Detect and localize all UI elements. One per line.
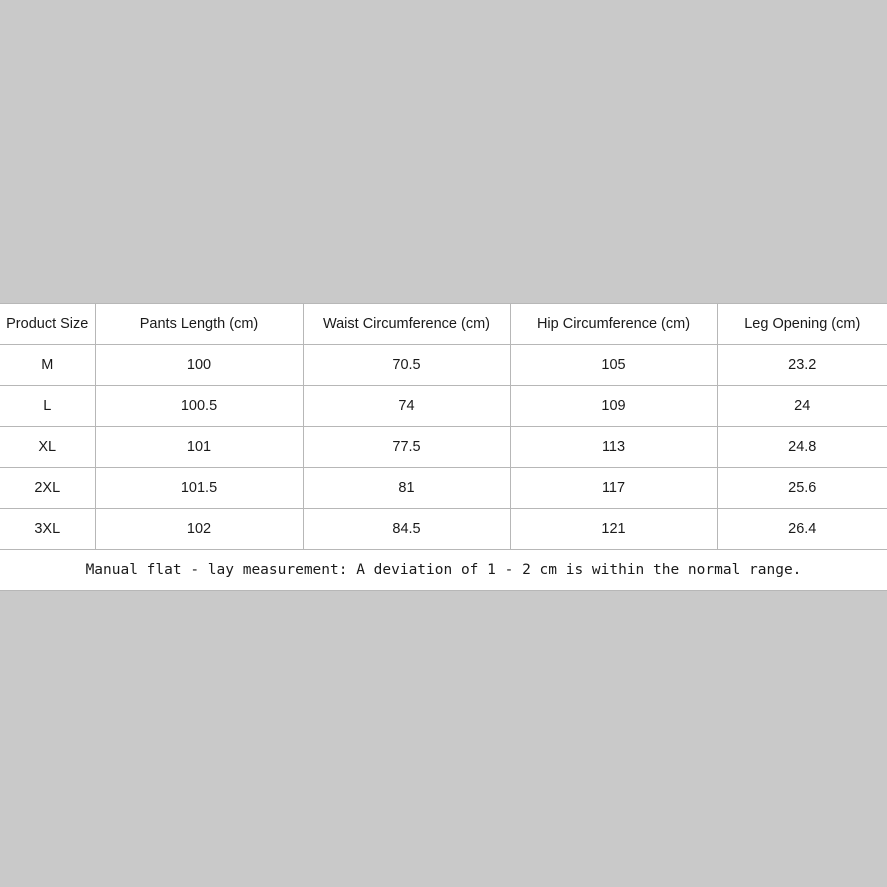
column-header-waist-circumference: Waist Circumference (cm) [303, 304, 510, 345]
column-header-pants-length: Pants Length (cm) [95, 304, 303, 345]
table-row [0, 427, 887, 468]
column-header-hip-circumference: Hip Circumference (cm) [510, 304, 717, 345]
cell-waist: 77.5 [303, 427, 510, 468]
table-row [0, 468, 887, 509]
cell-leg-opening: 23.2 [717, 345, 887, 386]
cell-hip: 105 [510, 345, 717, 386]
cell-pants-length: 100 [95, 345, 303, 386]
cell-waist: 74 [303, 386, 510, 427]
cell-pants-length: 100.5 [95, 386, 303, 427]
cell-leg-opening: 25.6 [717, 468, 887, 509]
size-table [0, 303, 887, 591]
measurement-note-row [0, 550, 887, 591]
table-row [0, 509, 887, 550]
cell-waist: 70.5 [303, 345, 510, 386]
cell-hip: 121 [510, 509, 717, 550]
cell-hip: 113 [510, 427, 717, 468]
table-header-row [0, 304, 887, 345]
column-header-leg-opening: Leg Opening (cm) [717, 304, 887, 345]
cell-leg-opening: 24.8 [717, 427, 887, 468]
size-chart [0, 303, 887, 591]
cell-hip: 109 [510, 386, 717, 427]
table-row [0, 345, 887, 386]
cell-size: XL [0, 427, 95, 468]
cell-hip: 117 [510, 468, 717, 509]
cell-size: 2XL [0, 468, 95, 509]
table-row [0, 386, 887, 427]
cell-waist: 84.5 [303, 509, 510, 550]
column-header-product-size: Product Size [0, 304, 95, 345]
cell-leg-opening: 24 [717, 386, 887, 427]
cell-pants-length: 101 [95, 427, 303, 468]
cell-size: M [0, 345, 95, 386]
cell-size: 3XL [0, 509, 95, 550]
cell-pants-length: 102 [95, 509, 303, 550]
cell-size: L [0, 386, 95, 427]
cell-pants-length: 101.5 [95, 468, 303, 509]
cell-waist: 81 [303, 468, 510, 509]
cell-leg-opening: 26.4 [717, 509, 887, 550]
measurement-note: Manual flat - lay measurement: A deviation of 1 - 2 cm is within the normal range. [0, 550, 887, 591]
